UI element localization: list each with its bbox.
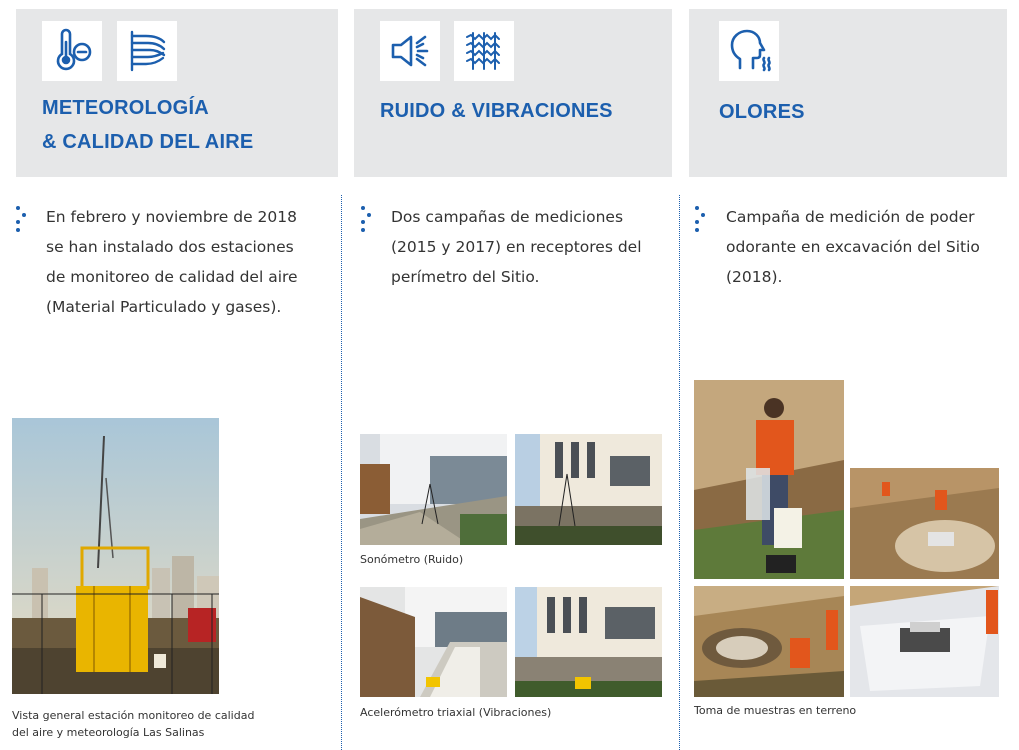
text-line: (2018).	[726, 268, 783, 286]
meteorology-title	[42, 91, 253, 159]
text-line: Dos campañas de mediciones	[391, 208, 624, 226]
noise-description	[391, 202, 642, 292]
title-line: & CALIDAD DEL AIRE	[42, 131, 254, 153]
vibration-grid-icon	[454, 21, 514, 81]
noise-title: RUIDO & VIBRACIONES	[380, 100, 613, 122]
bullet-icon	[359, 204, 379, 234]
sampling-caption: Toma de muestras en terreno	[694, 704, 857, 717]
text-line: odorante en excavación del Sitio	[726, 238, 980, 256]
text-line: (2015 y 2017) en receptores del	[391, 238, 642, 256]
sonometer-photo-1	[360, 434, 507, 545]
text-line: se han instalado dos estaciones	[46, 238, 294, 256]
accelerometer-photo-1	[360, 587, 507, 697]
noise-header-panel	[354, 9, 672, 177]
title-line: METEOROLOGÍA	[42, 97, 209, 119]
column-divider	[341, 195, 342, 750]
sampling-photo-1	[694, 380, 844, 579]
bullet-icon	[693, 204, 713, 234]
text-line: (Material Particulado y gases).	[46, 298, 282, 316]
caption-line: Vista general estación monitoreo de calidad	[12, 709, 255, 722]
accelerometer-caption: Acelerómetro triaxial (Vibraciones)	[360, 706, 552, 719]
sonometer-photo-2	[515, 434, 662, 545]
monitoring-station-photo	[12, 418, 219, 694]
odors-header-panel	[689, 9, 1007, 177]
bullet-icon	[14, 204, 34, 234]
odors-description	[726, 202, 980, 292]
text-line: de monitoreo de calidad del aire	[46, 268, 298, 286]
column-divider	[679, 195, 680, 750]
meteorology-description	[46, 202, 298, 322]
text-line: perímetro del Sitio.	[391, 268, 540, 286]
accelerometer-photo-2	[515, 587, 662, 697]
sampling-photo-3	[694, 586, 844, 697]
text-line: Campaña de medición de poder	[726, 208, 975, 226]
speaker-icon	[380, 21, 440, 81]
sampling-photo-2	[850, 468, 999, 579]
sampling-photo-4	[850, 586, 999, 697]
meteorology-caption	[12, 707, 254, 741]
wind-icon	[117, 21, 177, 81]
sonometer-caption: Sonómetro (Ruido)	[360, 553, 464, 566]
caption-line: del aire y meteorología Las Salinas	[12, 726, 205, 739]
meteorology-header-panel	[16, 9, 338, 177]
text-line: En febrero y noviembre de 2018	[46, 208, 297, 226]
thermometer-icon	[42, 21, 102, 81]
head-smell-icon	[719, 21, 779, 81]
odors-title: OLORES	[719, 101, 805, 123]
